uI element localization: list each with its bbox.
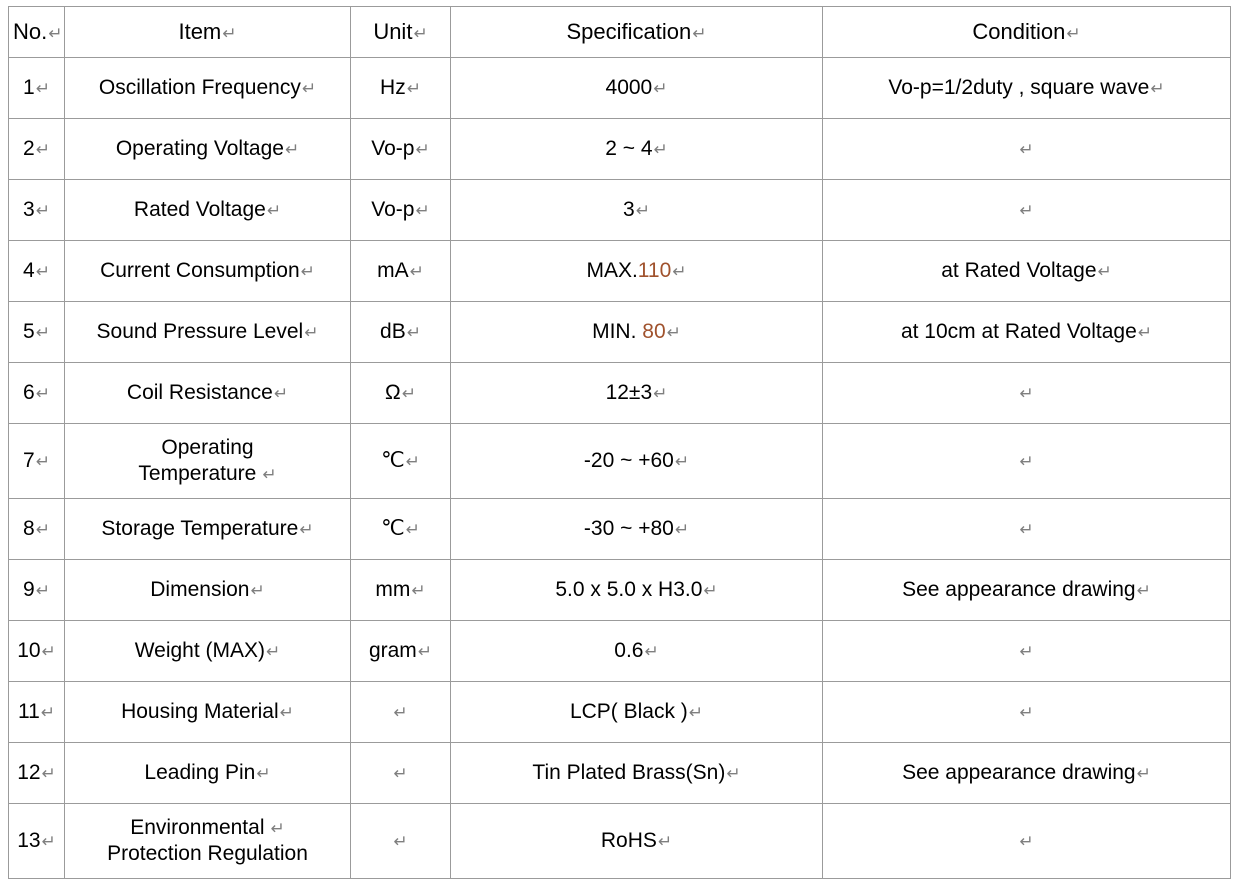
pilcrow-icon: ↵ [417,642,433,662]
cell-item-line1: Environmental [130,816,265,840]
pilcrow-icon: ↵ [415,201,430,221]
table-row [9,804,1231,879]
cell-item [65,302,351,363]
cell-unit [351,560,451,621]
pilcrow-icon: ↵ [672,262,687,282]
cell-unit [351,58,451,119]
cell-no-text: 9 [23,578,35,602]
pilcrow-icon: ↵ [692,23,707,43]
table-row [9,363,1231,424]
cell-specification [451,302,823,363]
cell-no [9,560,65,621]
cell-no [9,424,65,499]
cell-item-line1: Operating [161,436,254,460]
cell-no [9,682,65,743]
cell-spec-highlight: 110 [637,259,672,283]
cell-spec-prefix: -30 ~ +80 [583,517,674,541]
cell-unit-text: Ω [385,381,401,405]
pilcrow-icon: ↵ [401,384,416,404]
cell-condition-text: Vo-p=1/2duty , square wave [888,76,1150,100]
cell-spec-prefix: 2 ~ 4 [605,137,653,161]
cell-condition [823,363,1231,424]
cell-unit-text: Hz [380,76,406,100]
cell-unit [351,424,451,499]
cell-item-text: Leading Pin [144,761,256,785]
cell-item-text: Dimension [150,578,250,602]
cell-item [65,58,351,119]
cell-unit [351,119,451,180]
pilcrow-icon: ↵ [41,642,56,662]
cell-unit [351,363,451,424]
cell-spec-prefix: 12±3 [605,381,653,405]
pilcrow-icon: ↵ [674,452,690,472]
header-no [9,7,65,58]
pilcrow-icon: ↵ [266,201,282,221]
pilcrow-icon: ↵ [653,79,668,99]
cell-item [65,499,351,560]
cell-specification [451,499,823,560]
pilcrow-icon: ↵ [1019,520,1034,540]
pilcrow-icon: ↵ [279,703,294,723]
header-condition [823,7,1231,58]
table-row [9,302,1231,363]
pilcrow-icon: ↵ [35,323,50,343]
table-row [9,119,1231,180]
cell-unit-text: mm [375,578,411,602]
cell-item-line2: Protection Regulation [107,842,308,865]
cell-item-text: Sound Pressure Level [96,320,304,344]
cell-specification [451,621,823,682]
header-specification-text: Specification [566,18,692,44]
cell-unit [351,302,451,363]
cell-item-text: Rated Voltage [133,198,266,222]
pilcrow-icon: ↵ [273,384,289,404]
pilcrow-icon: ↵ [1137,323,1153,343]
pilcrow-icon: ↵ [262,465,277,484]
pilcrow-icon: ↵ [284,140,300,160]
cell-no-text: 7 [23,449,35,473]
pilcrow-icon: ↵ [35,201,50,221]
cell-item-text: Current Consumption [100,259,300,283]
pilcrow-icon: ↵ [393,832,408,852]
cell-no [9,363,65,424]
cell-item [65,241,351,302]
cell-no-text: 8 [23,517,35,541]
cell-unit-text: ℃ [381,449,405,473]
pilcrow-icon: ↵ [222,23,237,43]
cell-no-text: 3 [23,198,35,222]
table-row [9,621,1231,682]
cell-specification [451,119,823,180]
table-row [9,180,1231,241]
cell-unit [351,621,451,682]
header-unit [351,7,451,58]
pilcrow-icon: ↵ [35,520,50,540]
cell-item-text: Housing Material [121,700,279,724]
pilcrow-icon: ↵ [1019,384,1034,404]
cell-condition-text: at 10cm at Rated Voltage [900,320,1137,344]
header-unit-text: Unit [373,18,413,44]
pilcrow-icon: ↵ [299,520,314,540]
pilcrow-icon: ↵ [666,323,681,343]
pilcrow-icon: ↵ [635,201,650,221]
cell-no-text: 5 [23,320,35,344]
cell-item [65,424,351,499]
pilcrow-icon: ↵ [35,79,50,99]
pilcrow-icon: ↵ [411,581,426,601]
cell-condition [823,180,1231,241]
cell-item [65,804,351,879]
cell-unit-text: dB [380,320,406,344]
cell-no-text: 12 [17,761,41,785]
table-header-row [9,7,1231,58]
pilcrow-icon: ↵ [703,581,718,601]
pilcrow-icon: ↵ [1066,23,1081,43]
cell-spec-prefix: MIN. [592,320,643,344]
cell-item-line2: Temperature [138,462,257,485]
pilcrow-icon: ↵ [41,832,56,852]
cell-unit-text: ℃ [381,517,405,541]
pilcrow-icon: ↵ [1097,262,1112,282]
pilcrow-icon: ↵ [413,23,428,43]
cell-no [9,743,65,804]
table-row [9,499,1231,560]
pilcrow-icon: ↵ [1019,642,1034,662]
cell-spec-prefix: 4000 [605,76,653,100]
cell-spec-prefix: 3 [623,198,635,222]
pilcrow-icon: ↵ [1019,832,1034,852]
pilcrow-icon: ↵ [405,452,420,472]
pilcrow-icon: ↵ [35,581,50,601]
cell-no-text: 4 [23,259,35,283]
cell-unit-text: Vo-p [371,137,415,161]
pilcrow-icon: ↵ [1136,764,1151,784]
pilcrow-icon: ↵ [688,703,704,723]
pilcrow-icon: ↵ [304,323,319,343]
cell-item [65,743,351,804]
cell-unit [351,682,451,743]
cell-condition [823,499,1231,560]
cell-item [65,682,351,743]
cell-item-text: Operating Voltage [115,137,284,161]
cell-spec-prefix: -20 ~ +60 [583,449,674,473]
table-row [9,424,1231,499]
cell-specification [451,424,823,499]
cell-unit-text: Vo-p [371,198,415,222]
pilcrow-icon: ↵ [653,140,668,160]
cell-condition [823,621,1231,682]
cell-condition [823,302,1231,363]
cell-condition-text: See appearance drawing [902,578,1136,602]
cell-item [65,180,351,241]
cell-condition [823,682,1231,743]
cell-unit [351,804,451,879]
pilcrow-icon: ↵ [393,764,408,784]
cell-item-text: Storage Temperature [101,517,299,541]
pilcrow-icon: ↵ [1019,452,1034,472]
specification-table-container [8,0,1238,879]
cell-no-text: 13 [17,829,41,853]
pilcrow-icon: ↵ [406,79,421,99]
cell-no [9,119,65,180]
pilcrow-icon: ↵ [250,581,265,601]
pilcrow-icon: ↵ [415,140,430,160]
cell-spec-prefix: Tin Plated Brass(Sn) [532,761,726,785]
cell-unit [351,241,451,302]
cell-condition [823,560,1231,621]
cell-no-text: 2 [23,137,35,161]
cell-unit-text: gram [368,639,417,663]
cell-specification [451,241,823,302]
pilcrow-icon: ↵ [726,764,741,784]
pilcrow-icon: ↵ [1136,581,1151,601]
cell-specification [451,363,823,424]
cell-no-text: 1 [23,76,35,100]
table-row [9,682,1231,743]
pilcrow-icon: ↵ [406,323,421,343]
cell-condition [823,424,1231,499]
cell-no [9,621,65,682]
cell-specification [451,58,823,119]
cell-condition-text: at Rated Voltage [941,259,1097,283]
cell-spec-highlight: 80 [642,320,666,344]
cell-spec-prefix: MAX. [586,259,638,283]
pilcrow-icon: ↵ [300,262,315,282]
pilcrow-icon: ↵ [1019,201,1034,221]
cell-item-text: Weight (MAX) [134,639,266,663]
cell-condition [823,119,1231,180]
cell-specification [451,560,823,621]
table-row [9,743,1231,804]
header-item-text: Item [178,18,222,44]
cell-specification [451,743,823,804]
pilcrow-icon: ↵ [35,384,50,404]
cell-unit [351,180,451,241]
pilcrow-icon: ↵ [409,262,424,282]
cell-spec-prefix: RoHS [600,829,657,853]
cell-item [65,560,351,621]
pilcrow-icon: ↵ [35,452,50,472]
cell-no [9,180,65,241]
cell-spec-prefix: 5.0 x 5.0 x H3.0 [555,578,703,602]
pilcrow-icon: ↵ [405,520,420,540]
cell-no-text: 6 [23,381,35,405]
specification-table [8,6,1231,879]
cell-specification [451,682,823,743]
cell-unit [351,499,451,560]
table-row [9,560,1231,621]
pilcrow-icon: ↵ [40,703,56,723]
pilcrow-icon: ↵ [35,262,50,282]
pilcrow-icon: ↵ [270,819,285,839]
cell-spec-prefix: 0.6 [614,639,644,663]
cell-condition [823,58,1231,119]
cell-no-text: 10 [17,639,41,663]
pilcrow-icon: ↵ [393,703,408,723]
pilcrow-icon: ↵ [266,642,281,662]
cell-condition [823,743,1231,804]
header-no-text: No. [13,18,48,44]
pilcrow-icon: ↵ [644,642,659,662]
cell-no [9,58,65,119]
cell-item-text: Oscillation Frequency [98,76,301,100]
pilcrow-icon: ↵ [48,23,63,43]
pilcrow-icon: ↵ [256,764,271,784]
cell-specification [451,180,823,241]
cell-no [9,804,65,879]
pilcrow-icon: ↵ [1019,703,1034,723]
header-specification [451,7,823,58]
pilcrow-icon: ↵ [653,384,668,404]
cell-no-text: 11 [17,700,40,724]
cell-unit-text: mA [377,259,409,283]
cell-specification [451,804,823,879]
cell-condition [823,804,1231,879]
pilcrow-icon: ↵ [657,832,673,852]
cell-item [65,119,351,180]
pilcrow-icon: ↵ [674,520,690,540]
cell-spec-prefix: LCP( Black ) [569,700,688,724]
cell-no [9,302,65,363]
cell-item [65,621,351,682]
cell-item-text: Coil Resistance [126,381,273,405]
cell-item [65,363,351,424]
pilcrow-icon: ↵ [301,79,317,99]
pilcrow-icon: ↵ [1019,140,1034,160]
cell-unit [351,743,451,804]
table-row [9,58,1231,119]
header-condition-text: Condition [972,18,1066,44]
pilcrow-icon: ↵ [35,140,50,160]
pilcrow-icon: ↵ [1150,79,1165,99]
cell-condition [823,241,1231,302]
pilcrow-icon: ↵ [41,764,56,784]
header-item [65,7,351,58]
cell-condition-text: See appearance drawing [902,761,1136,785]
cell-no [9,499,65,560]
cell-no [9,241,65,302]
table-row [9,241,1231,302]
